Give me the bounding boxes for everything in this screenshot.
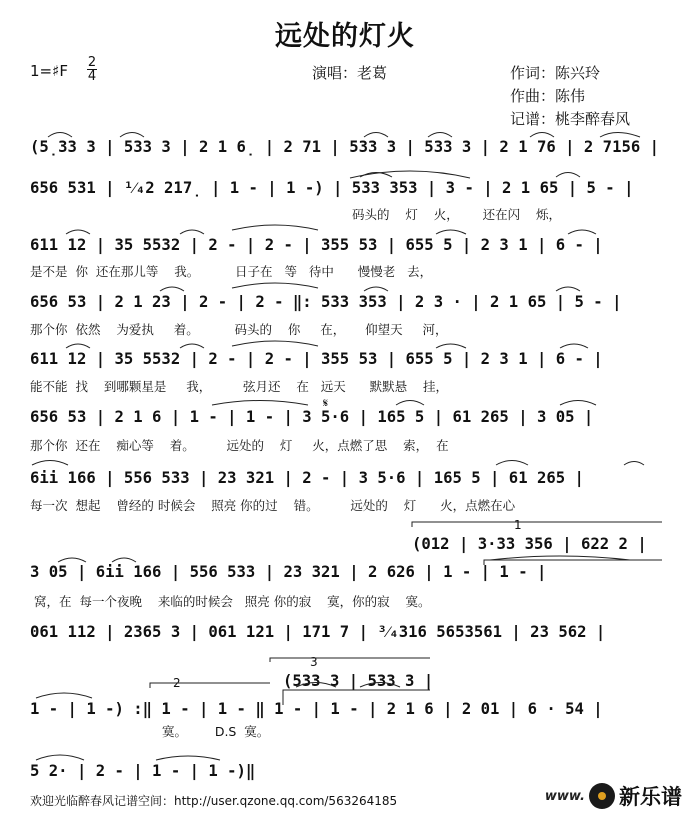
notation: (5̣33 3 | 533 3 | 2 1 6̣ | 2 71 | 533 3 | 533 3 | 2 1 76 | 2 7156 | [30, 138, 660, 156]
key-label: 1=♯F [30, 62, 68, 80]
score-row-4 [30, 293, 662, 313]
score-row-2 [30, 179, 662, 199]
score-row-7 [30, 469, 662, 489]
notation: 656 53 | 2 1 23 | 2 - | 2 - ‖: 533 353 | 2 3 · | 2 1 65 | 5 - | [30, 293, 622, 311]
lyrics-row-5 [30, 436, 662, 452]
lyric-text: 窝，在 每一个夜晚 来临的时候会 照亮 你的寂 寞，你的寂 寞。 [34, 594, 431, 609]
lyrics-row-2 [30, 262, 662, 278]
notation: (012 | 3·33 356 | 622 2 | [412, 535, 647, 553]
notation: (533 3 | 533 3 | [283, 672, 434, 690]
segno-icon: 𝄋 [323, 396, 329, 410]
composer: 作曲：陈伟 [510, 87, 586, 105]
volta-3-label: 3 [310, 655, 318, 669]
record-disc-icon [589, 783, 615, 809]
volta-1-label: 1 [514, 518, 522, 532]
notation: 5 2· | 2 - | 1 - | 1 -)‖ [30, 762, 256, 780]
lyricist: 作词：陈兴玲 [510, 64, 601, 82]
notation: 061 112 | 2365 3 | 061 121 | 171 7 | ³⁄₄316 5653561 | 23 562 | [30, 623, 606, 641]
notation: 656 53 | 2 1 6 | 1 - | 1 - | 3 5·6 | 165 5 | 61 265 | 3 05 | [30, 408, 594, 426]
lyrics-row-8 [30, 722, 662, 738]
key-signature [30, 62, 68, 80]
time-bottom: 4 [87, 69, 97, 84]
time-top: 2 [87, 55, 97, 70]
volta-2-label: 2 [173, 676, 181, 690]
lyric-text: 寞。 D.S 寞。 [162, 724, 270, 739]
score-row-1 [30, 138, 662, 158]
lyrics-row-4 [30, 377, 662, 393]
score-row-12 [30, 700, 662, 720]
lyrics-row-6 [30, 496, 662, 512]
logo-www: www. [544, 788, 585, 804]
lyric-text: 每一次 想起 曾经的 时候会 照亮 你的过 错。 远处的 灯 火，点燃在心 [30, 498, 516, 513]
score-row-9 [30, 563, 662, 583]
notation: 656 531 | ¹⁄₄2 217̣ | 1 - | 1 -) | 533 353 | 3 - | 2 1 65 | 5 - | [30, 179, 634, 197]
lyrics-row-3 [30, 320, 662, 336]
lyric-text: 那个你 依然 为爱执 着。 码头的 你 在， 仰望天 河， [30, 322, 448, 337]
time-signature [87, 56, 97, 83]
lyrics-row-1 [30, 205, 662, 221]
site-logo [545, 781, 682, 811]
lyric-text: 那个你 还在 痴心等 着。 远处的 灯 火，点燃了思 索， 在 [30, 438, 449, 453]
transcriber: 记谱：桃李醉春风 [510, 110, 631, 128]
score-row-6 [30, 408, 662, 428]
score-row-11 [283, 672, 453, 692]
song-title: 远处的灯火 [275, 21, 415, 52]
footer-link-text: 欢迎光临醉春风记谱空间：http://user.qzone.qq.com/563264185 [30, 794, 398, 808]
score-row-13 [30, 762, 662, 782]
score-row-3 [30, 236, 662, 256]
notation: 6i̇i 166 | 556 533 | 23 321 | 2 - | 3 5·6 | 165 5 | 61 265 | [30, 469, 584, 487]
lyric-text: 是不是 你 还在那儿等 我。 日子在 等 待中 慢慢老 去， [30, 264, 433, 279]
notation: 1 - | 1 -) :‖ 1 - | 1 - ‖ 1 - | 1 - | 2 1 6 | 2 01 | 6 · 54 | [30, 700, 603, 718]
notation: 611 12 | 35 5532 | 2 - | 2 - | 355 53 | 655 5 | 2 3 1 | 6 - | [30, 350, 603, 368]
score-row-10 [30, 623, 662, 643]
singer: 演唱：老葛 [312, 64, 388, 82]
lyric-text: 码头的 灯 火， 还在闪 烁， [352, 207, 562, 222]
notation: 3 05 | 6i̇i 166 | 556 533 | 23 321 | 2 626 | 1 - | 1 - | [30, 563, 547, 581]
notation: 611 12 | 35 5532 | 2 - | 2 - | 355 53 | 655 5 | 2 3 1 | 6 - | [30, 236, 603, 254]
score-row-5 [30, 350, 662, 370]
lyrics-row-7 [30, 592, 662, 608]
lyric-text: 能不能 找 到哪颗星是 我， 弦月还 在 远天 默默悬 挂， [30, 379, 449, 394]
score-row-8 [412, 535, 662, 555]
logo-brand: 新乐谱 [619, 785, 682, 809]
